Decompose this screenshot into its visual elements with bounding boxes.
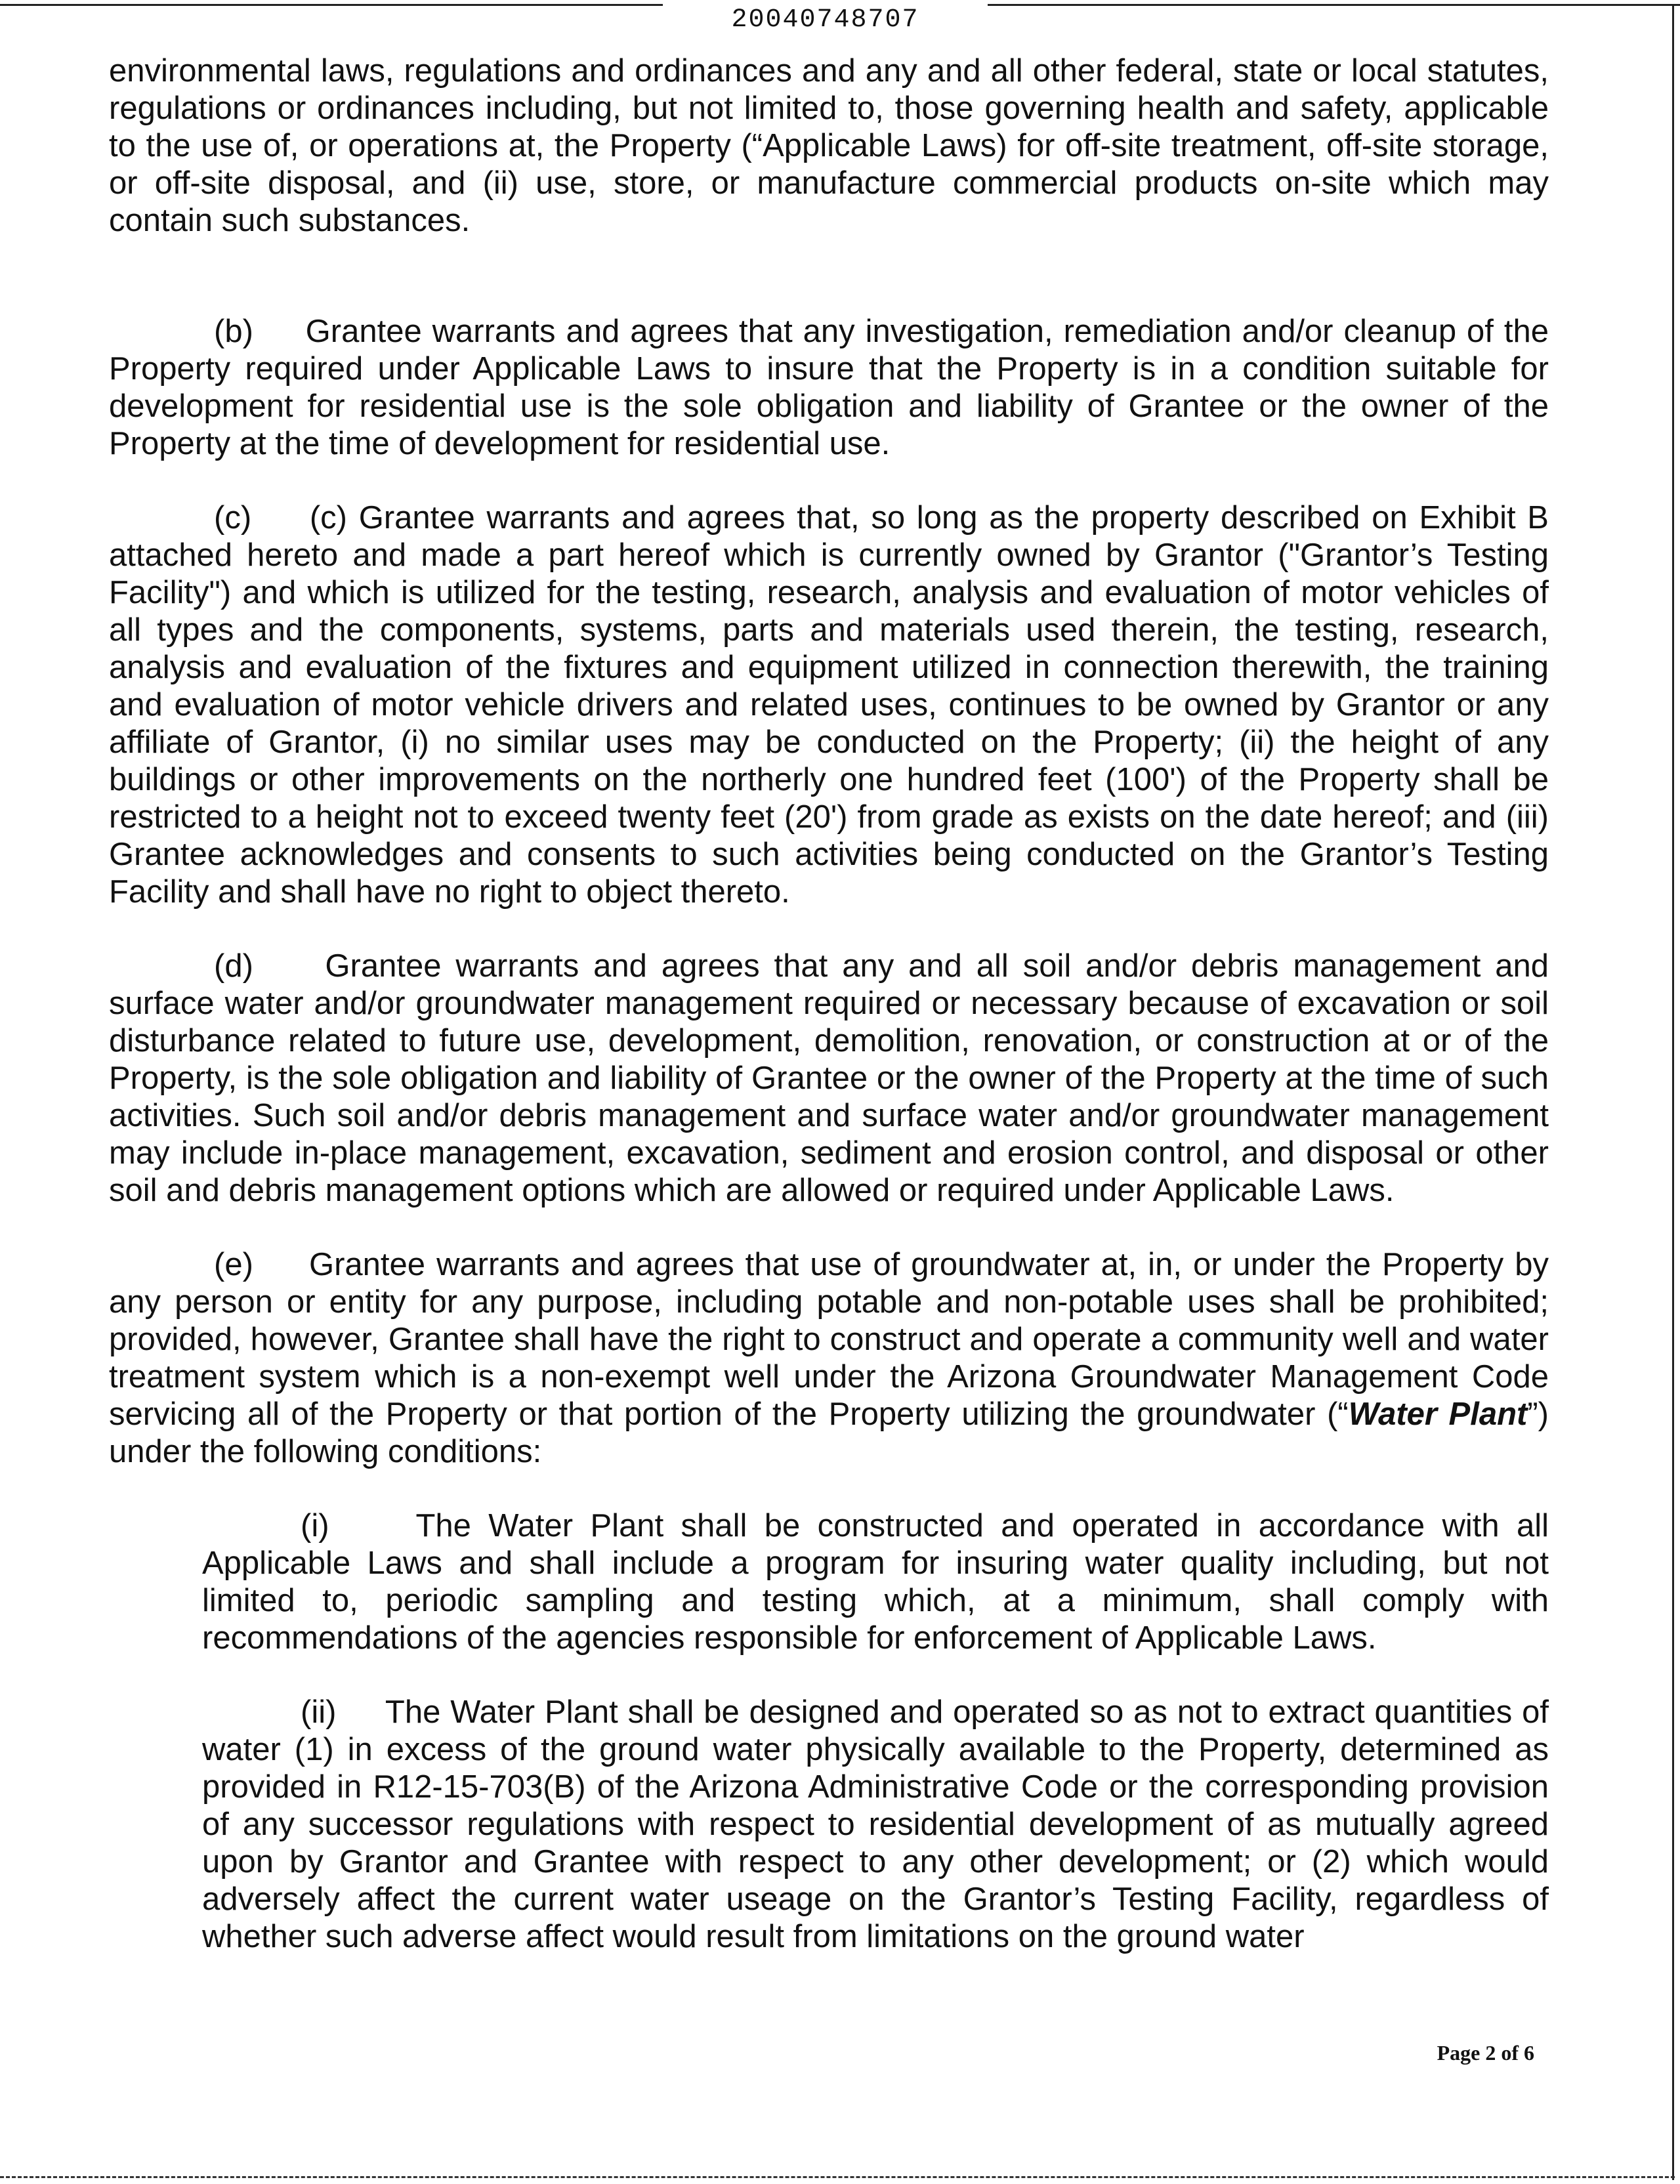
- paragraph-b: [109, 313, 1549, 463]
- paragraph-e: [109, 1246, 1549, 1471]
- scan-border-right: [1672, 4, 1674, 2180]
- scan-border-top-left: [0, 4, 663, 6]
- paragraph-e-text: Grantee warrants and agrees that use of groundwater at, in, or under the Property by any person or entity for any purpose, including potable and non-potable uses shall be prohibited; provided, however, Grantee shall have the right to construct and operate a community well and water treatment system which is a non-exempt well under the Arizona Groundwater Management Code servicing all of the Property or that portion of the Property utilizing the groundwater (“: [109, 1247, 1549, 1432]
- water-plant-term: Water Plant: [1348, 1396, 1528, 1432]
- subparagraph-i-label: (i): [301, 1508, 329, 1544]
- paragraph-c: [109, 499, 1549, 911]
- scan-border-top-right: [988, 4, 1680, 6]
- subparagraph-i-text: The Water Plant shall be constructed and operated in accordance with all Applicable Laws and shall include a program for insuring water quality including, but not limited to, periodic sampling and testing which, at a minimum, shall comply with recommendations of the agencies responsible for enforcement of Applicable Laws.: [202, 1508, 1549, 1656]
- subparagraph-ii-text: The Water Plant shall be designed and operated so as not to extract quantities of water (1) in excess of the ground water physically available to the Property, determined as provided in R12-15-703(B) of the Arizona Administrative Code or the corresponding provision of any successor regulations with respect to residential development of as mutually agreed upon by Grantor and Grantee with respect to any other development; or (2) which would adversely affect the current water useage on the Grantor’s Testing Facility, regardless of whether such adverse affect would result from limitations on the ground water: [202, 1694, 1549, 1954]
- page-number: Page 2 of 6: [1437, 2041, 1534, 2065]
- paragraph-b-text: Grantee warrants and agrees that any investigation, remediation and/or cleanup of the Property required under Applicable Laws to insure that the Property is in a condition suitable for development for residential use is the sole obligation and liability of Grantee or the owner of the Property at the time of development for residential use.: [109, 314, 1549, 461]
- paragraph-c-label: (c): [214, 500, 252, 536]
- paragraph-d-text: Grantee warrants and agrees that any and all soil and/or debris management and surface water and/or groundwater management required or necessary because of excavation or soil disturbance related to future use, development, demolition, renovation, or construction at or of the Property, is the sole obligation and liability of Grantee or the owner of the Property at the time of such activities. Such soil and/or debris management and surface water and/or groundwater management may include in-place management, excavation, sediment and erosion control, and disposal or other soil and debris management options which are allowed or required under Applicable Laws.: [109, 948, 1549, 1208]
- document-number: 20040748707: [731, 5, 919, 35]
- paragraph-c-text: (c) Grantee warrants and agrees that, so long as the property described on Exhibit B attached hereto and made a part hereof which is currently owned by Grantor ("Grantor’s Testing Facility") and which is utilized for the testing, research, analysis and evaluation of motor vehicles of all types and the components, systems, parts and materials used therein, the testing, research, analysis and evaluation of the fixtures and equipment utilized in connection therewith, the training and evaluation of motor vehicle drivers and related uses, continues to be owned by Grantor or any affiliate of Grantor, (i) no similar uses may be conducted on the Property; (ii) the height of any buildings or other improvements on the northerly one hundred feet (100') of the Property shall be restricted to a height not to exceed twenty feet (20') from grade as exists on the date hereof; and (iii) Grantee acknowledges and consents to such activities being conducted on the Grantor’s Testing Facility and shall have no right to object thereto.: [109, 500, 1549, 910]
- paragraph-b-label: (b): [214, 314, 253, 349]
- paragraph-e-label: (e): [214, 1247, 253, 1282]
- paragraph-d: [109, 948, 1549, 1209]
- paragraph-d-label: (d): [214, 948, 253, 984]
- paragraph-e-tail: ”) under the following conditions:: [109, 1396, 1549, 1469]
- subparagraph-i: [202, 1507, 1549, 1657]
- intro-paragraph: environmental laws, regulations and ordinances and any and all other federal, state or local statutes, regulations or ordinances including, but not limited to, those governing health and safety, applicable to the use of, or operations at, the Property (“Applicable Laws) for off-site treatment, off-site storage, or off-site disposal, and (ii) use, store, or manufacture commercial products on-site which may contain such substances.: [109, 53, 1549, 238]
- scan-border-bottom: [0, 2176, 1675, 2178]
- subparagraph-ii: [202, 1694, 1549, 1956]
- subparagraph-ii-label: (ii): [301, 1694, 337, 1730]
- document-body: [109, 52, 1549, 1956]
